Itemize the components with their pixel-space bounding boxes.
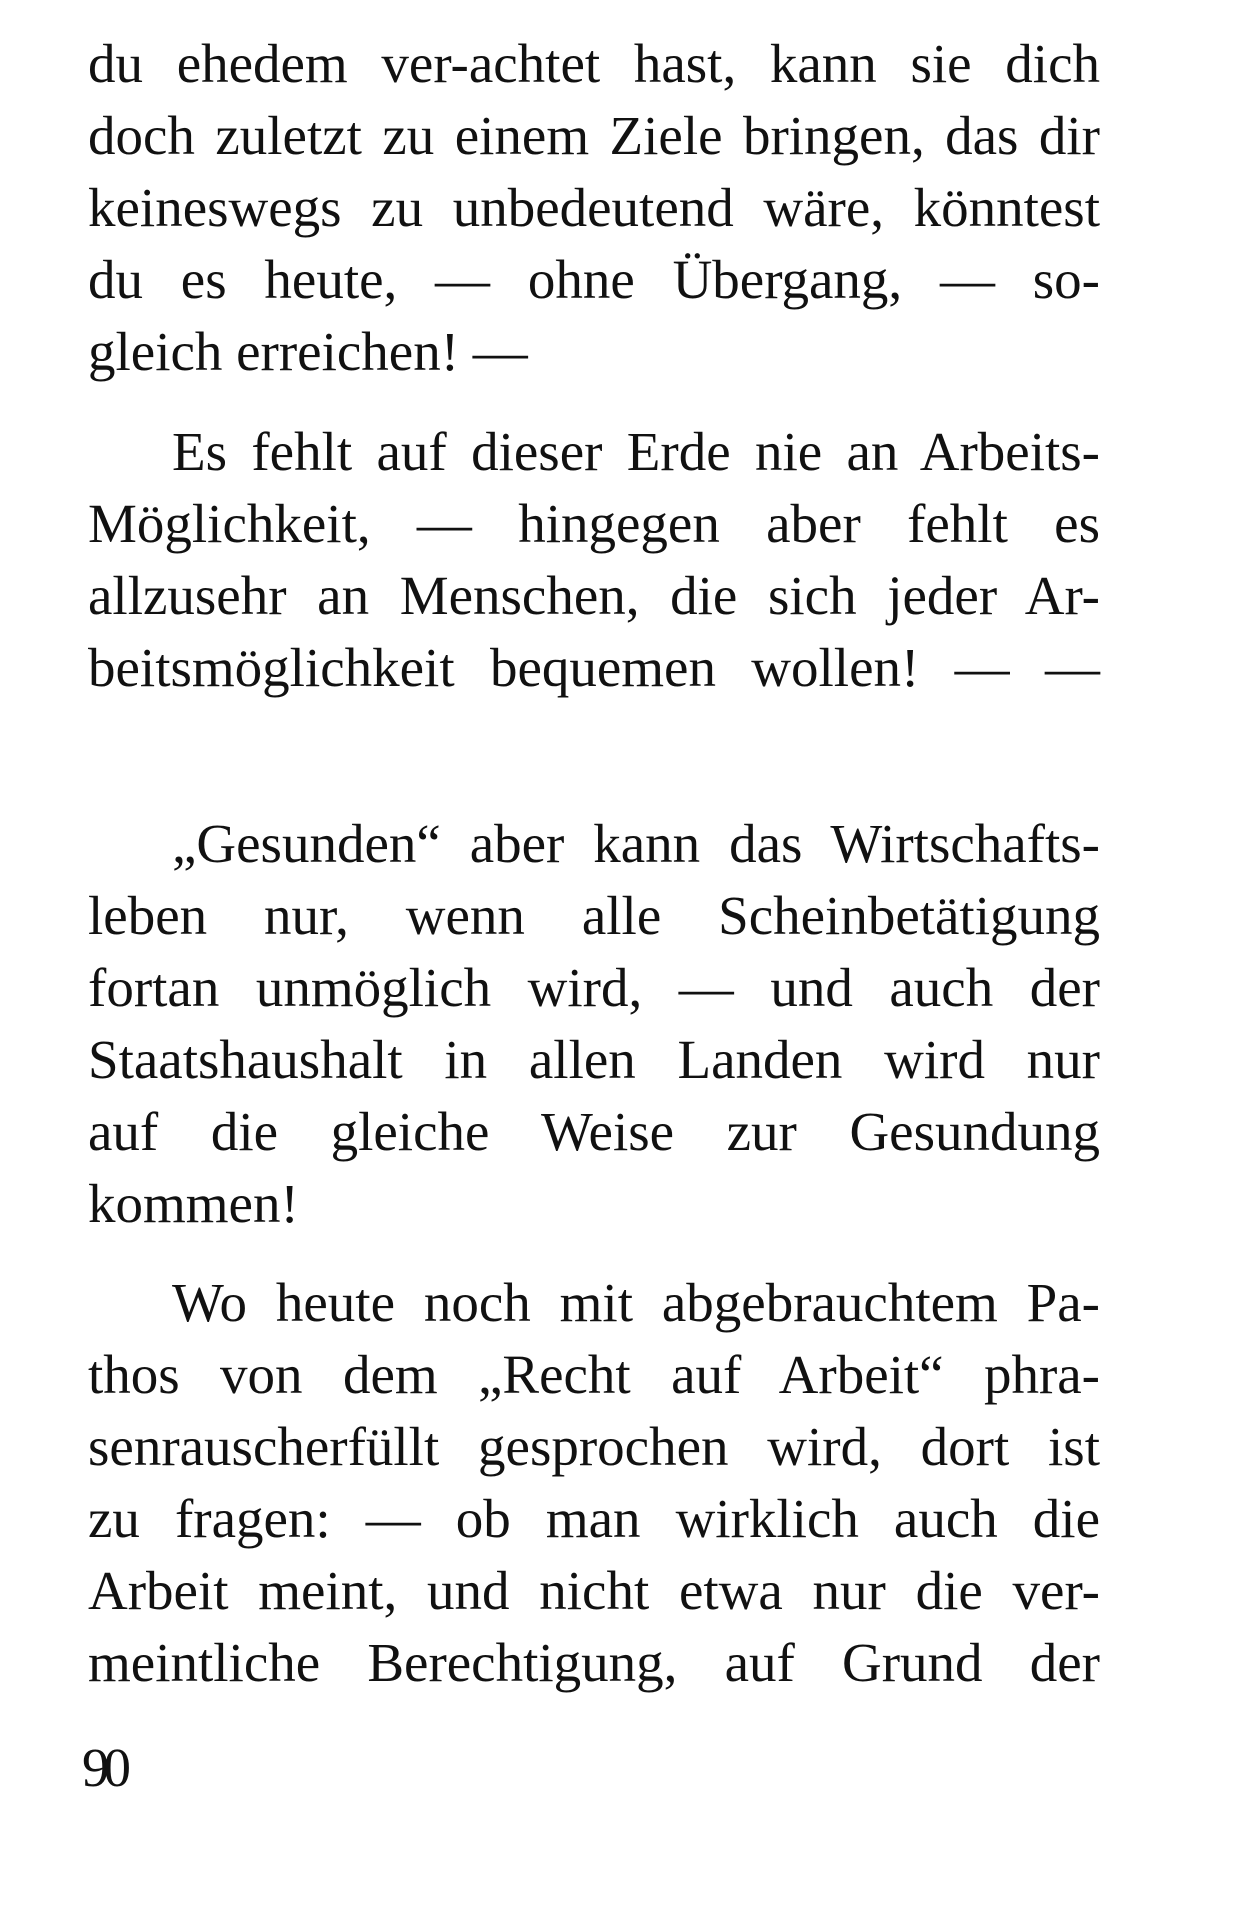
text-line: kommen! — [88, 1173, 299, 1234]
paragraph-1 — [88, 28, 1100, 388]
paragraph-3 — [88, 808, 1100, 1240]
text-line: keineswegs zu unbedeutend wäre, könntest — [88, 177, 1100, 238]
text-line: Arbeit meint, und nicht etwa nur die ver- — [88, 1560, 1100, 1621]
text-line: leben nur, wenn alle Scheinbetätigung — [88, 885, 1100, 946]
text-line: Wo heute noch mit abgebrauchtem Pa- — [172, 1272, 1100, 1333]
text-line: Es fehlt auf dieser Erde nie an Arbeits- — [172, 421, 1100, 482]
page-number: 90 — [82, 1737, 125, 1798]
text-line: zu fragen: — ob man wirklich auch die — [88, 1488, 1100, 1549]
text-line: senrauscherfüllt gesprochen wird, dort ist — [88, 1416, 1100, 1477]
paragraph-2 — [88, 416, 1100, 704]
text-line: thos von dem „Recht auf Arbeit“ phra- — [88, 1344, 1100, 1405]
paragraph-4 — [88, 1267, 1100, 1699]
text-line: fortan unmöglich wird, — und auch der — [88, 957, 1100, 1018]
text-line: „Gesunden“ aber kann das Wirtschafts- — [172, 813, 1100, 874]
text-line: du es heute, — ohne Übergang, — so- — [88, 249, 1100, 310]
text-line: allzusehr an Menschen, die sich jeder Ar- — [88, 565, 1100, 626]
text-line: auf die gleiche Weise zur Gesundung — [88, 1101, 1100, 1162]
text-line: Staatshaushalt in allen Landen wird nur — [88, 1029, 1100, 1090]
text-line: du ehedem ver-achtet hast, kann sie dich — [88, 33, 1100, 94]
text-line: Möglichkeit, — hingegen aber fehlt es — [88, 493, 1100, 554]
text-line: beitsmöglichkeit bequemen wollen! — — — [88, 637, 1100, 698]
text-line: gleich erreichen! — — [88, 321, 528, 382]
text-line: meintliche Berechtigung, auf Grund der — [88, 1632, 1100, 1693]
text-line: doch zuletzt zu einem Ziele bringen, das dir — [88, 105, 1100, 166]
